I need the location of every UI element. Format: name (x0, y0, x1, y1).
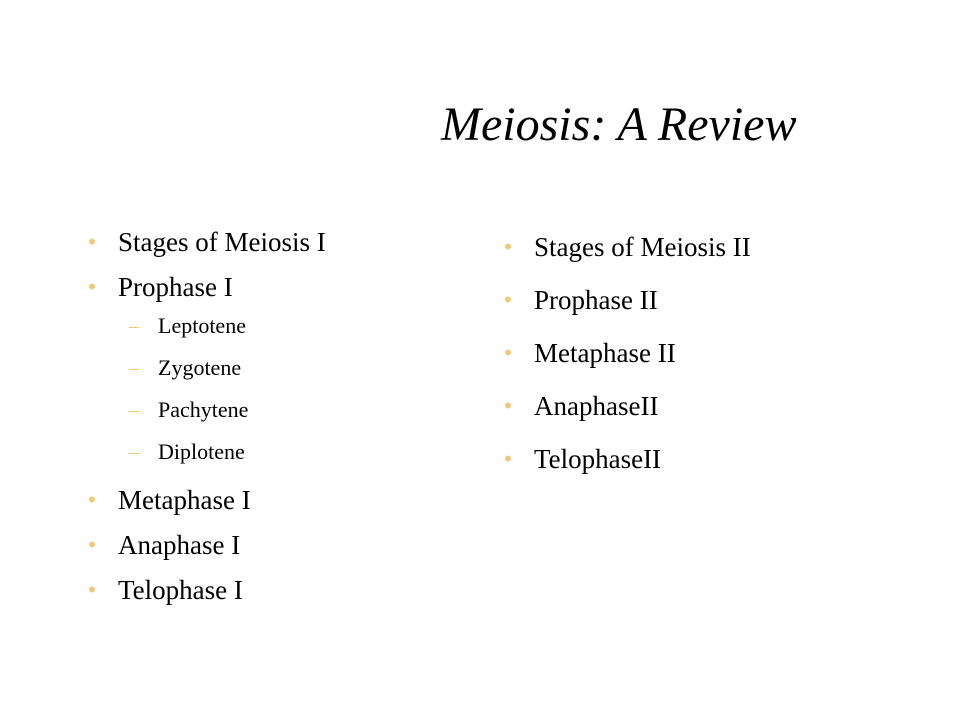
list-item-label: Prophase I (118, 272, 233, 302)
list-item-stages-of-meiosis-ii (502, 226, 751, 279)
bullet-icon: • (502, 447, 514, 471)
bullet-icon: • (502, 235, 514, 259)
dash-bullet-icon: – (129, 315, 139, 337)
bullet-icon: • (86, 275, 98, 299)
list-item-label: Diplotene (158, 439, 245, 464)
list-item-label: Leptotene (158, 313, 246, 338)
list-item-zygotene (86, 353, 326, 395)
list-item-label: Stages of Meiosis I (118, 227, 326, 257)
bullet-icon: • (502, 394, 514, 418)
list-item-pachytene (86, 395, 326, 437)
dash-bullet-icon: – (129, 441, 139, 463)
left-bullet-list (86, 221, 326, 614)
list-item-label: Metaphase II (534, 338, 676, 368)
list-item-label: Zygotene (158, 355, 242, 380)
list-item-anaphase-ii (502, 385, 751, 438)
list-item-label: AnaphaseII (534, 391, 659, 421)
list-item-label: Stages of Meiosis II (534, 232, 751, 262)
dash-bullet-icon: – (129, 399, 139, 421)
list-item-label: Metaphase I (118, 485, 251, 515)
list-item-anaphase-i (86, 524, 326, 569)
list-item-prophase-i (86, 266, 326, 311)
bullet-icon: • (86, 578, 98, 602)
list-item-label: Telophase I (118, 575, 243, 605)
bullet-icon: • (502, 341, 514, 365)
list-item-label: TelophaseII (534, 444, 662, 474)
bullet-icon: • (86, 533, 98, 557)
list-item-metaphase-i (86, 479, 326, 524)
list-item-stages-of-meiosis-i (86, 221, 326, 266)
list-item-metaphase-ii (502, 332, 751, 385)
bullet-icon: • (502, 288, 514, 312)
right-bullet-list (502, 226, 751, 491)
list-item-label: Prophase II (534, 285, 658, 315)
bullet-icon: • (86, 488, 98, 512)
list-item-prophase-ii (502, 279, 751, 332)
bullet-icon: • (86, 230, 98, 254)
list-item-telophase-i (86, 569, 326, 614)
dash-bullet-icon: – (129, 357, 139, 379)
list-item-label: Pachytene (158, 397, 249, 422)
list-item-diplotene (86, 437, 326, 479)
list-item-label: Anaphase I (118, 530, 241, 560)
list-item-telophase-ii (502, 438, 751, 491)
list-item-leptotene (86, 311, 326, 353)
slide-title: Meiosis: A Review (441, 98, 797, 151)
